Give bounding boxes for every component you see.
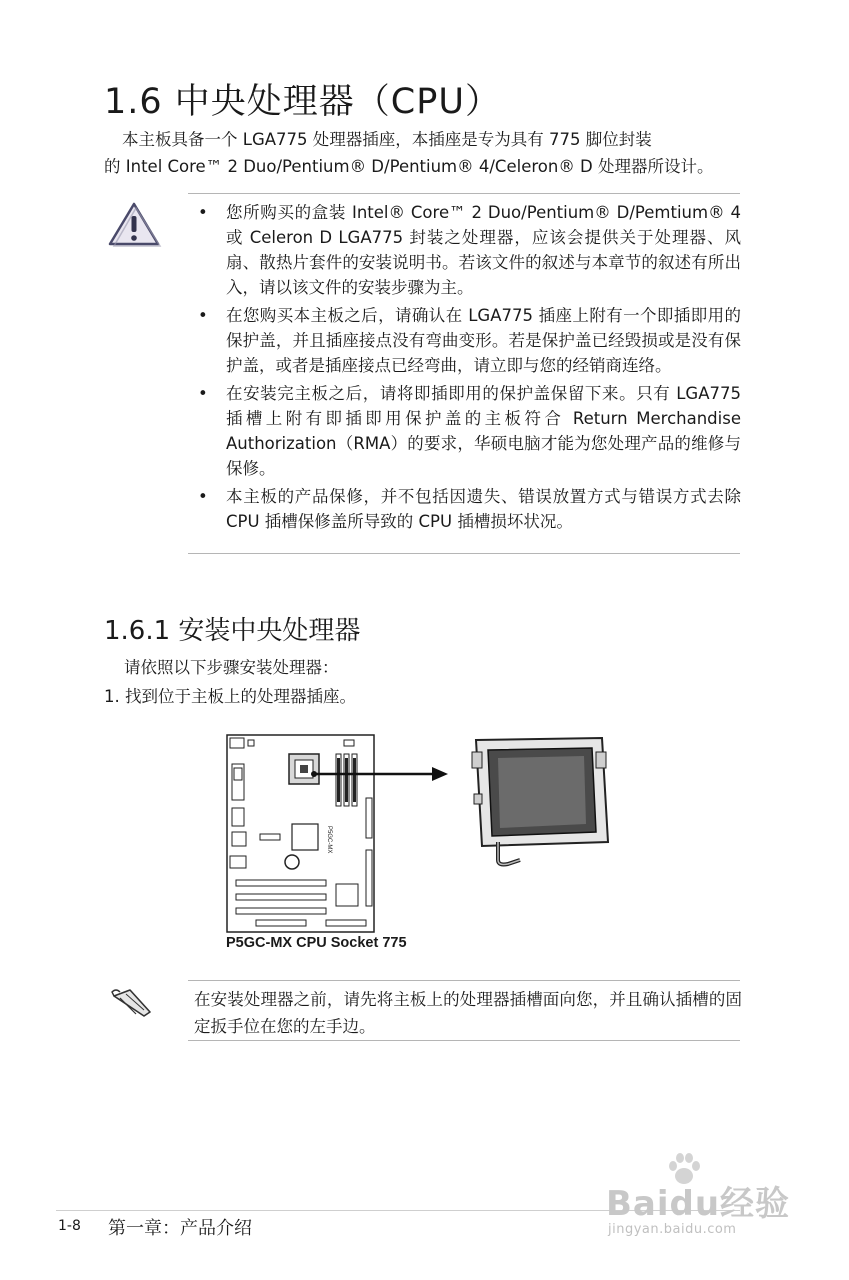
warning-triangle-icon bbox=[106, 200, 162, 252]
bullet: • bbox=[198, 306, 208, 325]
warning-item: • 您所购买的盒装 Intel® Core™ 2 Duo/Pentium® D/Pemtium® 4 或 Celeron D LGA775 封装之处理器，应该会提供关于处理器、风扇、散热片套件的安装说明书。若该文件的叙述与本章节的叙述有所出入，请以该文件的安装步骤为主。 bbox=[196, 200, 741, 300]
note-hand-icon bbox=[110, 986, 154, 1024]
steps-intro: 请依照以下步骤安装处理器： bbox=[124, 658, 339, 677]
figure-caption: P5GC-MX CPU Socket 775 bbox=[226, 935, 407, 951]
note-bottom-rule bbox=[188, 1040, 740, 1041]
chapter-title: 第一章：产品介绍 bbox=[108, 1218, 252, 1239]
page-number: 1-8 bbox=[58, 1218, 81, 1234]
intro-line-2: 的 Intel Core™ 2 Duo/Pentium® D/Pentium® 4/Celeron® D 处理器所设计。 bbox=[104, 157, 714, 176]
subsection-title: 1.6.1 安装中央处理器 bbox=[104, 616, 361, 646]
warning-bottom-rule bbox=[188, 553, 740, 554]
intro-line-1: 本主板具备一个 LGA775 处理器插座，本插座是专为具有 775 脚位封装 bbox=[122, 130, 652, 149]
bullet: • bbox=[198, 487, 208, 506]
pointer-arrow bbox=[310, 766, 450, 785]
motherboard-diagram bbox=[226, 734, 376, 938]
warning-item: • 在您购买本主板之后，请确认在 LGA775 插座上附有一个即插即用的保护盖，并且插座接点没有弯曲变形。若是保护盖已经毁损或是没有保护盖，或者是插座接点已经弯曲，请立即与您的经销商连络。 bbox=[196, 303, 741, 378]
warning-list bbox=[196, 200, 741, 537]
baidu-watermark bbox=[606, 1150, 806, 1250]
section-title: 1.6 中央处理器（CPU） bbox=[104, 82, 501, 122]
bullet: • bbox=[198, 384, 208, 403]
note-text: 在安装处理器之前，请先将主板上的处理器插槽面向您，并且确认插槽的固定扳手位在您的左手边。 bbox=[194, 990, 742, 1036]
warning-item: • 本主板的产品保修，并不包括因遗失、错误放置方式与错误方式去除 CPU 插槽保修盖所导致的 CPU 插槽损坏状况。 bbox=[196, 484, 741, 534]
warning-top-rule bbox=[188, 193, 740, 194]
note-top-rule bbox=[188, 980, 740, 981]
board-model-label: P5GC-MX bbox=[326, 826, 332, 854]
step-1: 1. 找到位于主板上的处理器插座。 bbox=[104, 687, 356, 706]
watermark-brand: Baidu经验 bbox=[606, 1184, 791, 1224]
cpu-socket-photo bbox=[468, 734, 610, 872]
intro-paragraph bbox=[104, 126, 744, 180]
bullet: • bbox=[198, 203, 208, 222]
watermark-url: jingyan.baidu.com bbox=[608, 1222, 737, 1237]
warning-item: • 在安装完主板之后，请将即插即用的保护盖保留下来。只有 LGA775 插槽上附有即插即用保护盖的主板符合 Return Merchandise Authorization（RMA）的要求，华硕电脑才能为您处理产品的维修与保修。 bbox=[196, 381, 741, 481]
